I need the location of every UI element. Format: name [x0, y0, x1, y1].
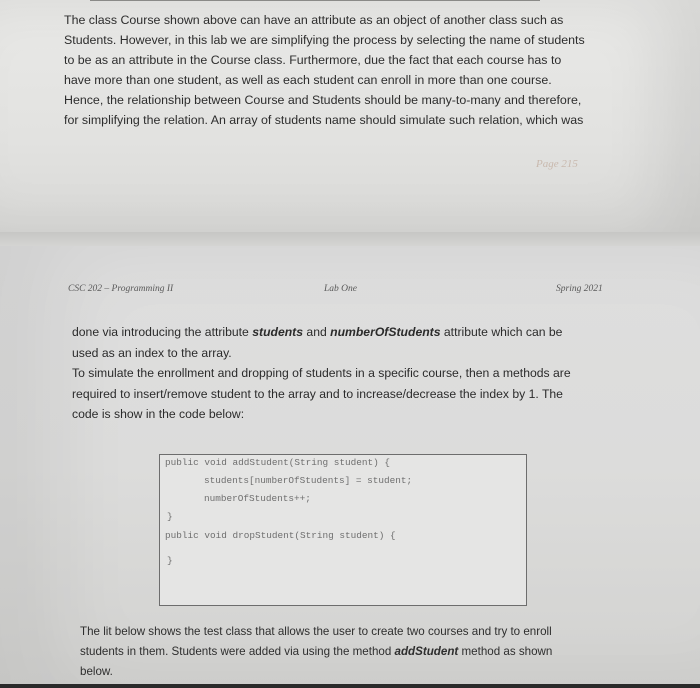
emphasis-students: students	[252, 325, 304, 339]
body-paragraph	[72, 322, 612, 425]
paragraph-line: code is show in the code below:	[72, 407, 245, 421]
paragraph-line: for simplifying the relation. An array of students name should simulate such relation, which was	[64, 113, 584, 127]
emphasis-add-student: addStudent	[394, 645, 459, 658]
code-line: students[numberOfStudents] = student;	[204, 475, 413, 486]
paragraph-line: to be as an attribute in the Course class. Furthermore, due the fact that each course has to	[64, 53, 562, 67]
paragraph-line: used as an index to the array.	[72, 345, 232, 360]
bottom-edge	[0, 684, 700, 688]
code-line: public void addStudent(String student) {	[165, 457, 391, 468]
text-span: students in them. Students were added via using the method	[80, 645, 395, 658]
page-number: Page 215	[536, 158, 578, 170]
header-term: Spring 2021	[556, 284, 603, 294]
paragraph-line	[72, 322, 612, 343]
page-separator	[0, 232, 700, 246]
emphasis-number-of-students: numberOfStudents	[330, 325, 441, 339]
paragraph-line	[80, 642, 600, 662]
paragraph-line: The class Course shown above can have an attribute as an object of another class such as	[64, 13, 564, 27]
top-paragraph	[64, 10, 634, 130]
paragraph-line: To simulate the enrollment and dropping of students in a specific course, then a methods are	[72, 366, 571, 380]
paragraph-line: required to insert/remove student to the array and to increase/decrease the index by 1. The	[72, 386, 563, 401]
paragraph-line: below.	[80, 665, 113, 678]
table-border-fragment	[90, 0, 540, 1]
code-line: public void dropStudent(String student) {	[165, 530, 396, 541]
paragraph-line: have more than one student, as well as each student can enroll in more than one course.	[64, 73, 552, 87]
header-lab: Lab One	[324, 284, 357, 294]
code-line: }	[167, 555, 173, 566]
text-span: attribute which can be	[440, 325, 563, 339]
paragraph-line: The lit below shows the test class that allows the user to create two courses and try to enroll	[80, 625, 552, 638]
text-span: method as shown	[458, 645, 553, 658]
code-block	[159, 454, 527, 606]
code-line: numberOfStudents++;	[204, 493, 311, 504]
text-span: done via introducing the attribute	[72, 325, 253, 339]
paragraph-line: Students. However, in this lab we are simplifying the process by selecting the name of students	[64, 33, 585, 47]
text-span: and	[303, 325, 331, 339]
header-course: CSC 202 – Programming II	[68, 284, 174, 294]
tail-paragraph	[80, 622, 600, 682]
code-line: }	[167, 511, 173, 522]
paragraph-line: Hence, the relationship between Course and Students should be many-to-many and therefore,	[64, 93, 582, 107]
